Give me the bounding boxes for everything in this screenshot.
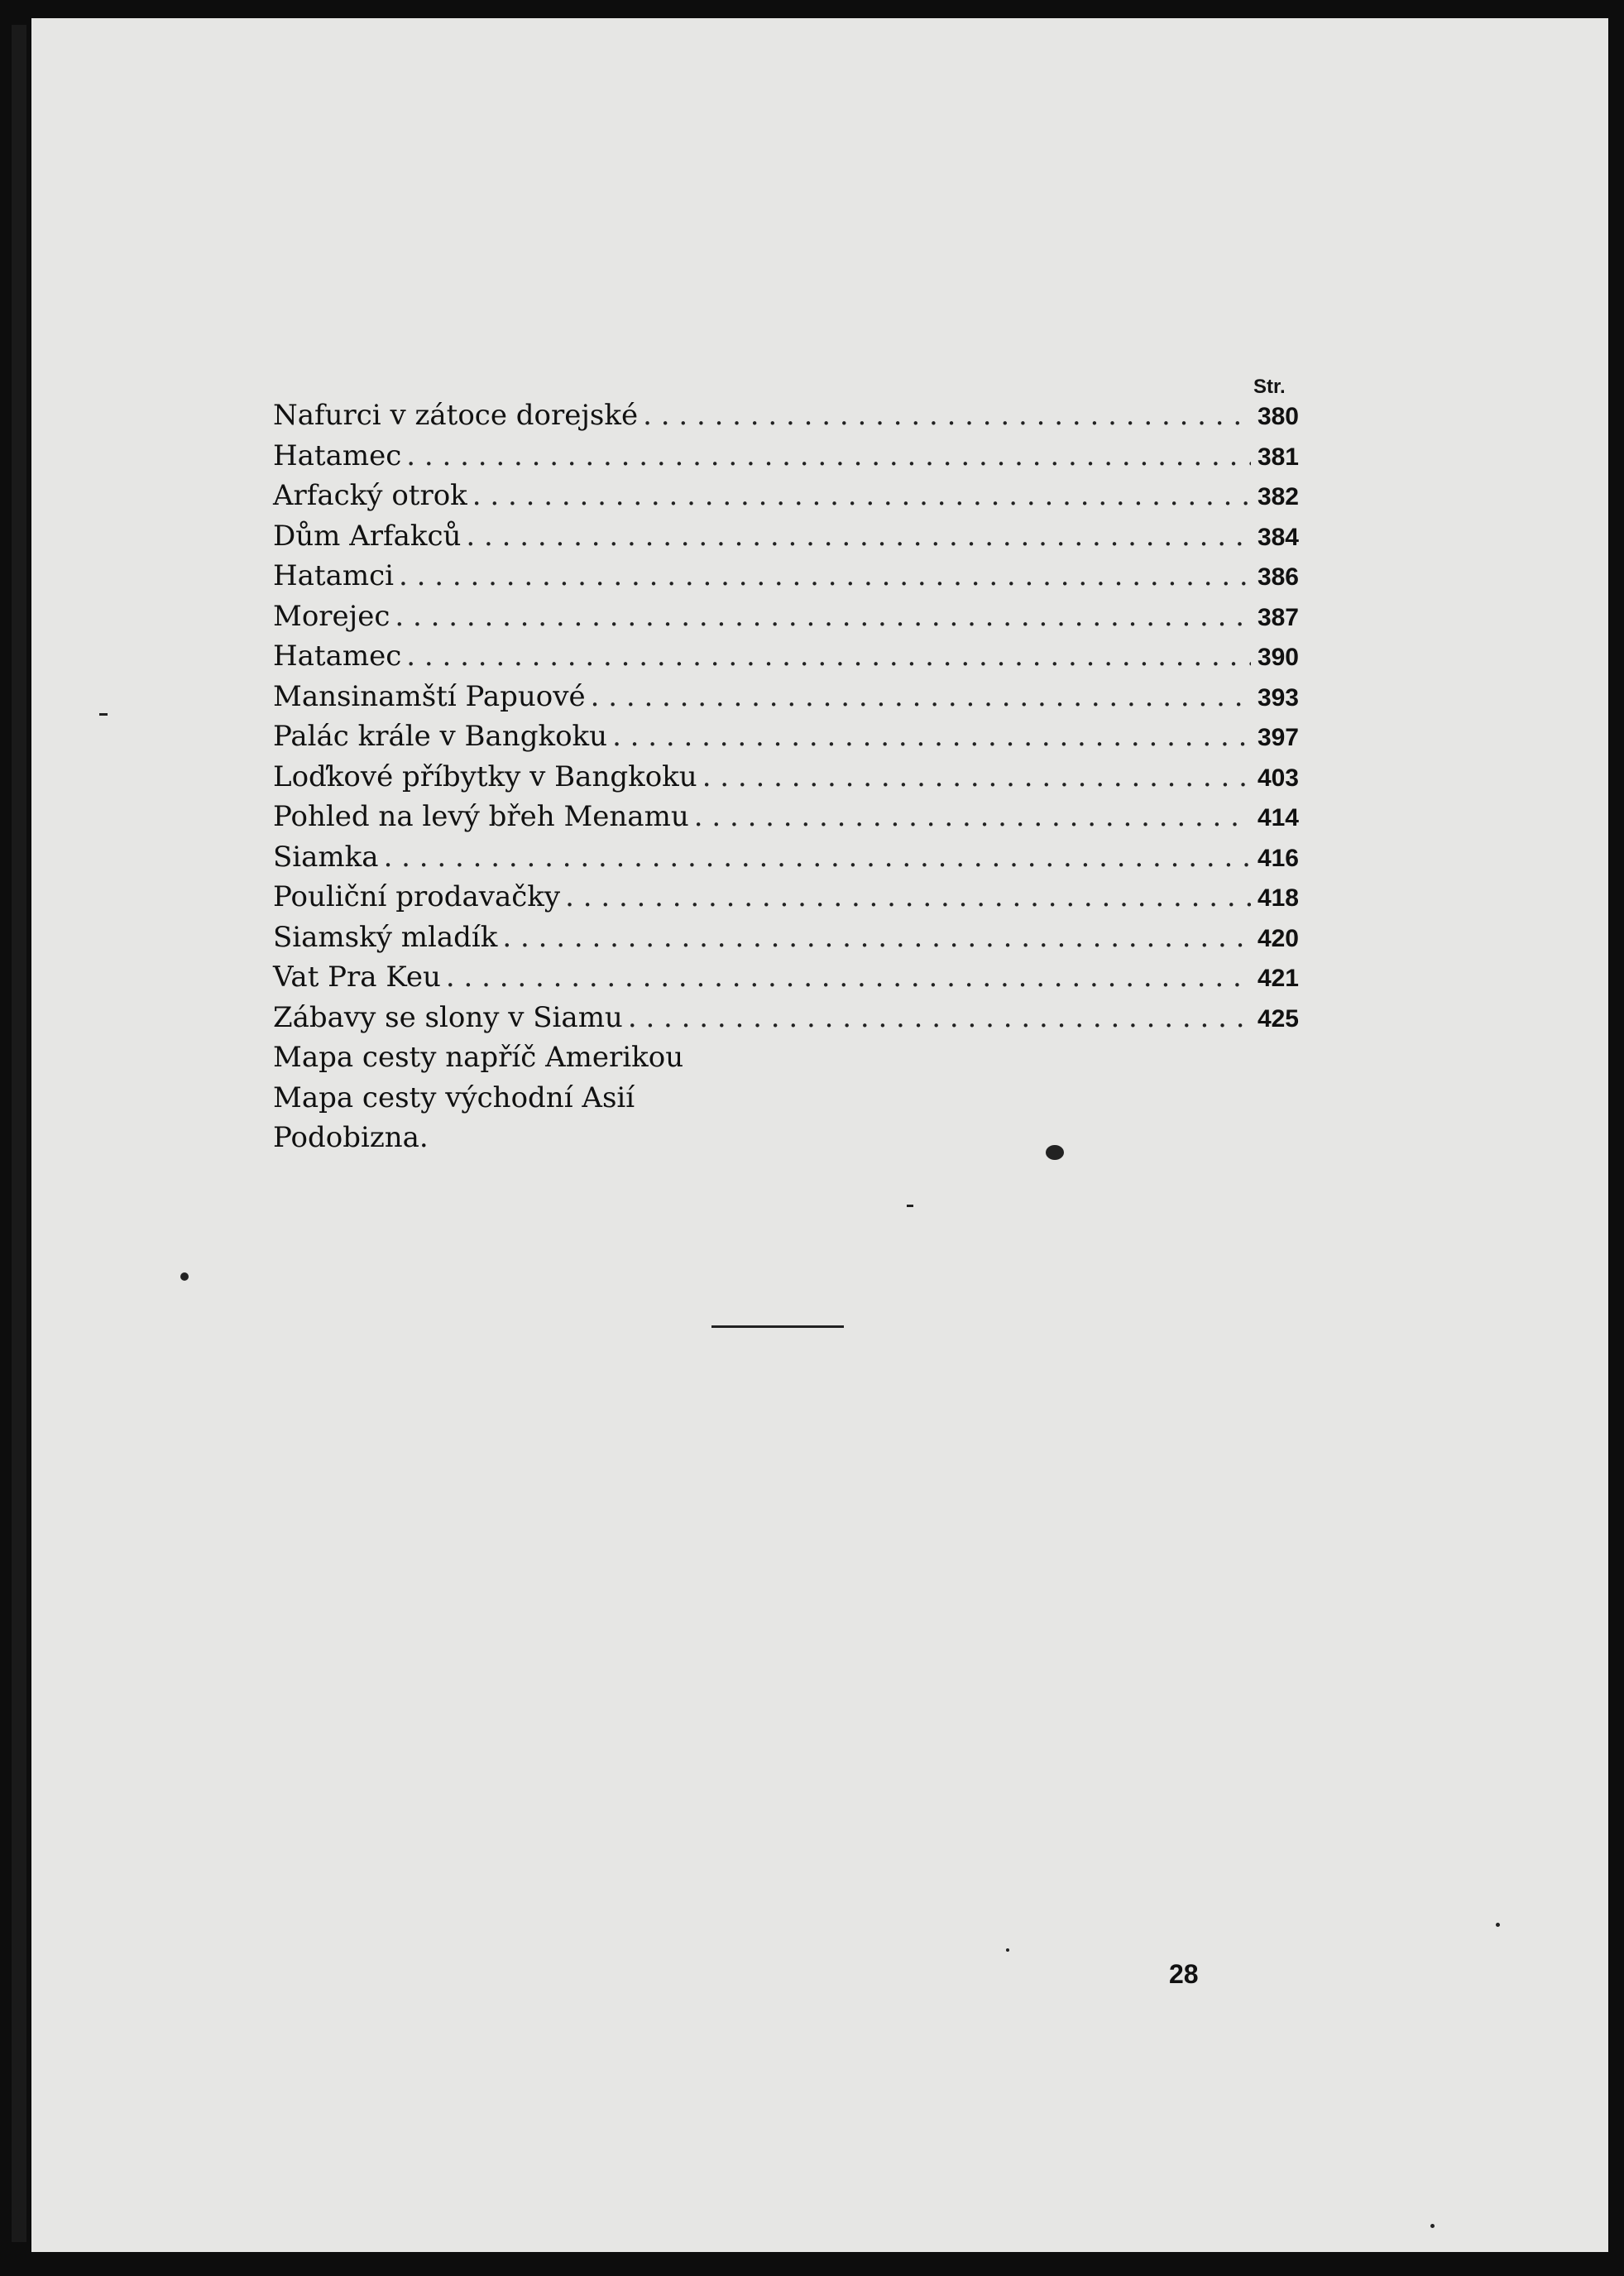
toc-entry-page: 386 <box>1257 563 1299 591</box>
toc-entry <box>273 399 1299 439</box>
scan-speck <box>1006 1948 1009 1952</box>
page-number: 28 <box>1169 1959 1199 1989</box>
dot-leader <box>406 439 1251 472</box>
toc-entry <box>273 1001 1299 1042</box>
dot-leader <box>702 760 1251 793</box>
unpaged-item: Mapa cesty napříč Amerikou <box>273 1041 684 1074</box>
toc-entry <box>273 720 1299 760</box>
toc-entry <box>273 880 1299 921</box>
toc-entry <box>273 439 1299 480</box>
toc-entry-title: Palác krále v Bangkoku <box>273 720 608 753</box>
dot-leader <box>612 720 1251 753</box>
toc-entry <box>273 640 1299 680</box>
scan-speck <box>907 1205 913 1207</box>
scanned-page <box>31 18 1608 2252</box>
toc-entry <box>273 559 1299 600</box>
toc-entry-page: 421 <box>1257 965 1299 992</box>
dot-leader <box>502 921 1251 954</box>
scan-speck <box>180 1272 189 1281</box>
toc-entry <box>273 841 1299 881</box>
toc-entry-title: Mansinamští Papuové <box>273 679 586 713</box>
dot-leader <box>643 399 1251 432</box>
toc-entry-page: 380 <box>1257 403 1299 430</box>
toc-entry-page: 414 <box>1257 804 1299 831</box>
scan-speck <box>99 713 108 716</box>
toc-entry <box>273 800 1299 841</box>
toc-entry-title: Morejec <box>273 599 390 633</box>
toc-entry <box>273 760 1299 801</box>
dot-leader <box>406 640 1251 673</box>
toc-entry-title: Pouliční prodavačky <box>273 880 561 913</box>
table-of-contents <box>273 399 1299 1041</box>
dot-leader <box>472 479 1251 512</box>
ink-blot <box>1046 1145 1064 1160</box>
toc-entry-title: Loďkové příbytky v Bangkoku <box>273 759 697 793</box>
toc-entry-title: Pohled na levý břeh Menamu <box>273 800 689 833</box>
toc-entry-page: 425 <box>1257 1004 1299 1033</box>
dot-leader <box>399 559 1251 592</box>
toc-entry-title: Hatamec <box>273 438 402 472</box>
dot-leader <box>565 880 1251 913</box>
toc-entry-page: 382 <box>1257 483 1299 510</box>
toc-entry-title: Siamský mladík <box>273 920 498 954</box>
toc-entry-title: Dům Arfakců <box>273 519 462 553</box>
toc-entry-title: Siamka <box>273 840 379 874</box>
toc-entry-page: 403 <box>1257 764 1299 792</box>
toc-entry-title: Hatamec <box>273 640 402 673</box>
toc-entry <box>273 961 1299 1001</box>
toc-entry-page: 397 <box>1257 724 1299 751</box>
toc-entry-title: Zábavy se slony v Siamu <box>273 1000 623 1034</box>
toc-entry-page: 393 <box>1257 683 1299 712</box>
section-divider-rule <box>711 1325 844 1328</box>
toc-entry <box>273 921 1299 961</box>
unpaged-item: Podobizna. <box>273 1121 429 1154</box>
toc-entry-page: 387 <box>1257 603 1299 631</box>
toc-entry <box>273 680 1299 721</box>
toc-entry-title: Hatamci <box>273 559 395 592</box>
toc-entry <box>273 479 1299 520</box>
unpaged-items-list <box>273 1041 683 1162</box>
toc-entry-page: 416 <box>1257 844 1299 872</box>
toc-entry-page: 418 <box>1257 884 1299 912</box>
dot-leader <box>395 600 1251 633</box>
dot-leader <box>384 841 1251 874</box>
binding-edge <box>12 25 26 2242</box>
dot-leader <box>591 680 1251 713</box>
dot-leader <box>694 800 1251 833</box>
toc-entry <box>273 520 1299 560</box>
toc-entry-title: Nafurci v zátoce dorejské <box>273 399 639 432</box>
page-column-label: Str. <box>1253 376 1286 398</box>
toc-entry <box>273 600 1299 640</box>
dot-leader <box>466 520 1251 553</box>
toc-entry-title: Vat Pra Keu <box>273 961 441 994</box>
unpaged-item: Mapa cesty východní Asií <box>273 1081 635 1114</box>
toc-entry-page: 420 <box>1257 924 1299 952</box>
toc-entry-title: Arfacký otrok <box>273 479 467 512</box>
toc-entry-page: 390 <box>1257 644 1299 671</box>
scan-speck <box>1430 2224 1435 2228</box>
scan-speck <box>1496 1923 1500 1927</box>
dot-leader <box>446 961 1251 994</box>
toc-entry-page: 381 <box>1257 443 1299 471</box>
toc-entry-page: 384 <box>1257 523 1299 551</box>
dot-leader <box>628 1001 1251 1034</box>
